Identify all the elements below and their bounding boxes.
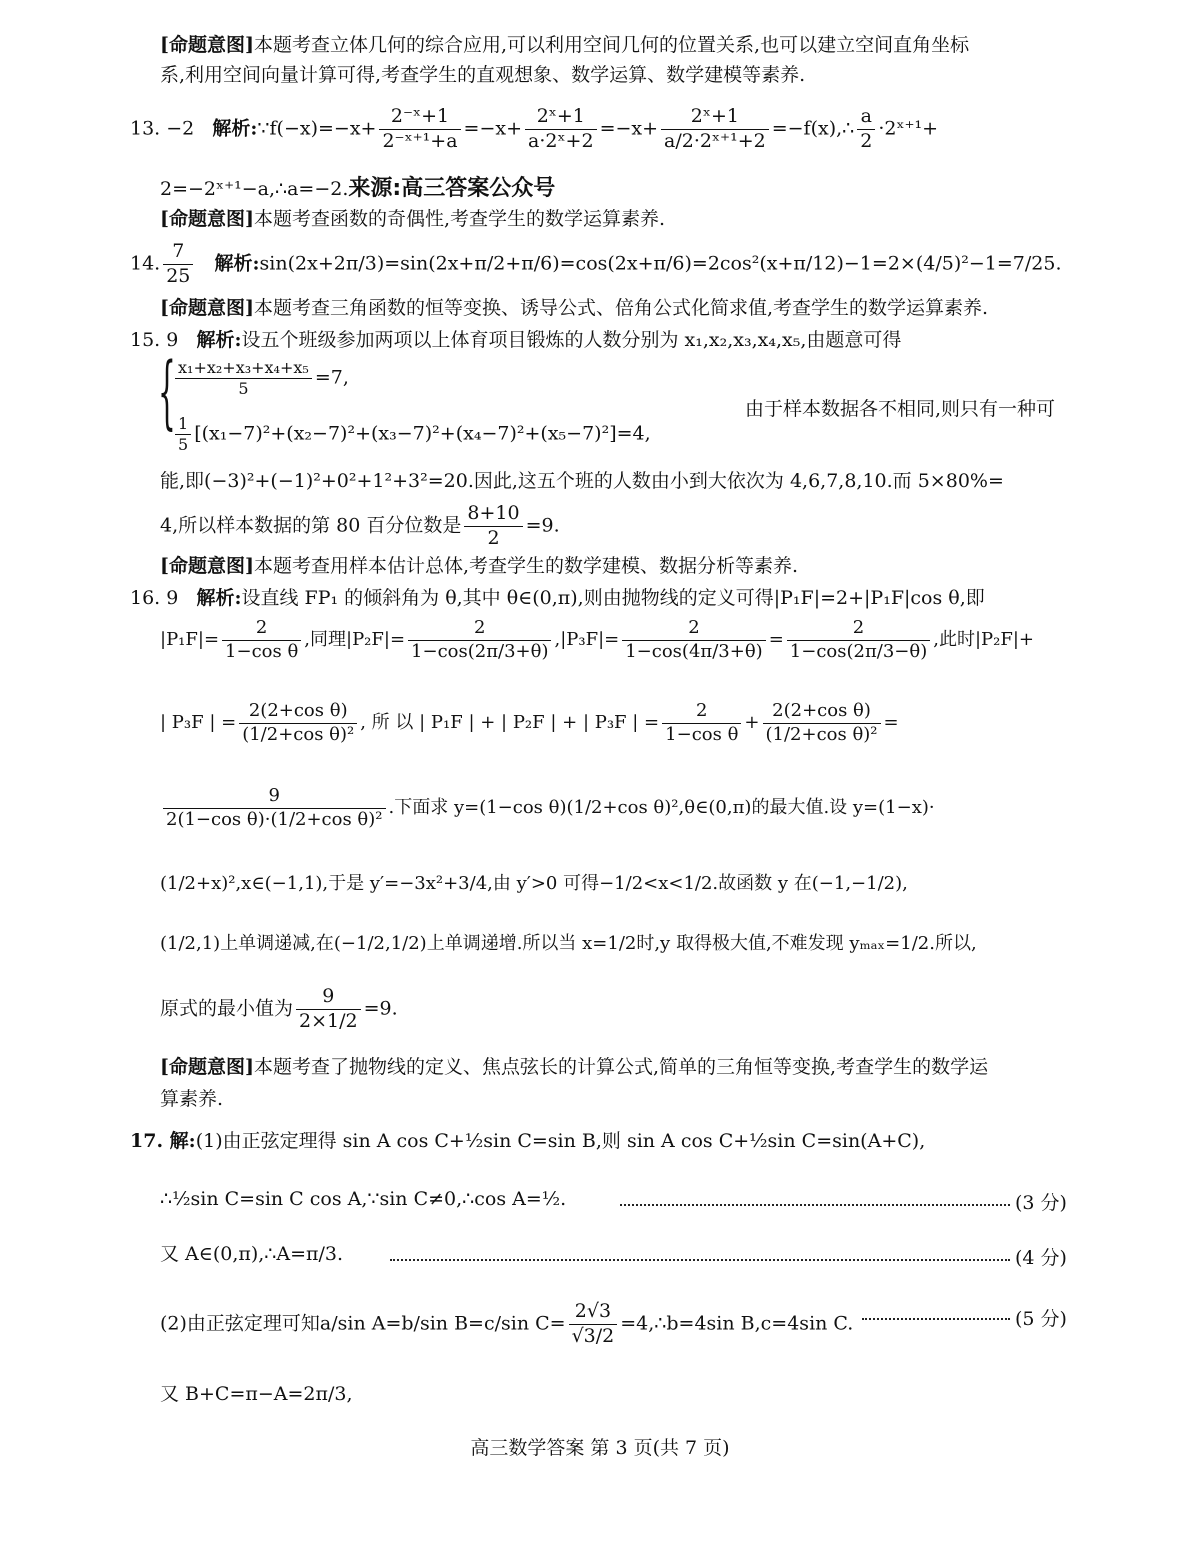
intent-label: [命题意图] (160, 555, 254, 577)
frac-num: 2√3 (569, 1300, 618, 1325)
q16-frac-total (163, 785, 386, 831)
frac-num: 7 (163, 240, 193, 265)
frac-den: (1/2+cos θ)² (242, 723, 355, 745)
q15-line3: 能,即(−3)²+(−1)²+0²+1²+3²=20.因此,这五个班的人数由小到大依次为 4,6,7,8,10.而 5×80%= (160, 470, 1004, 492)
q16-line7 (160, 985, 398, 1034)
dotted-leader (862, 1318, 1010, 1320)
q14-intent-text: 本题考查三角函数的恒等变换、诱导公式、倍角公式化简求值,考查学生的数学运算素养. (253, 297, 989, 319)
q16-frac-p1 (222, 617, 301, 663)
q15-var-frac (175, 414, 191, 455)
q17-line1 (130, 1130, 925, 1153)
frac-den: 1−cos θ (665, 723, 739, 745)
q17-l4b: a/sin A=b/sin B=c/sin C= (319, 1312, 566, 1335)
q16-frac-p3b (787, 617, 930, 663)
frac-num: 9 (296, 985, 361, 1010)
q13-intent (160, 208, 665, 231)
q16-intent (160, 1056, 988, 1079)
q15-intent (160, 555, 798, 578)
q16-line4 (160, 785, 935, 831)
q16-frac-sum3 (763, 700, 881, 746)
q13-eq1: ∵f(−x)=−x+ (257, 117, 377, 140)
q16-l2a: |P₁F|= (160, 629, 220, 650)
frac-num: 2 (622, 617, 765, 641)
q15-sys1-rhs: =7, (314, 366, 349, 389)
q13-eq3: =−x+ (599, 117, 659, 140)
frac-den: a/2·2ˣ⁺¹+2 (664, 129, 766, 152)
q13-frac2 (525, 105, 597, 154)
q15-system-eq1 (172, 358, 349, 399)
frac-den: 25 (166, 264, 191, 287)
q13-eq4: =−f(x),∴ (771, 117, 855, 140)
score-3: (3 分) (1015, 1192, 1067, 1214)
frac-num: 2 (408, 617, 551, 641)
q16-line2 (160, 617, 1034, 663)
q15-system-eq2 (172, 414, 651, 455)
q15-line1-text: 设五个班级参加两项以上体育项目锻炼的人数分别为 x₁,x₂,x₃,x₄,x₅,由题意可得 (241, 329, 902, 351)
q17-frac-ratio (569, 1300, 618, 1349)
q16-frac-p2 (408, 617, 551, 663)
q15-side-text: 由于样本数据各不相同,则只有一种可 (745, 398, 1056, 420)
q16-line6: (1/2,1)上单调递减,在(−1/2,1/2)上单调递增.所以当 x=1/2时,y 取得极大值,不难发现 yₘₐₓ=1/2.所以, (160, 933, 977, 954)
q17-number: 17. 解: (130, 1130, 196, 1152)
frac-num: 2 (222, 617, 301, 641)
intent-label: [命题意图] (160, 1056, 254, 1078)
q15-mean-frac (175, 358, 312, 399)
q16-line5: (1/2+x)²,x∈(−1,1),于是 y′=−3x²+3/4,由 y′>0 可得−1/2<x<1/2.故函数 y 在(−1,−1/2), (160, 873, 908, 894)
intent-label: [命题意图] (160, 34, 254, 56)
q16-line3 (160, 700, 899, 746)
q13-intent-text: 本题考查函数的奇偶性,考查学生的数学运算素养. (253, 208, 666, 230)
frac-num: 2 (662, 700, 741, 724)
q17-line3: 又 A∈(0,π),∴A=π/3. (160, 1243, 344, 1265)
page-footer: 高三数学答案 第 3 页(共 7 页) (470, 1437, 730, 1459)
analysis-label: 解析: (212, 117, 258, 140)
source-watermark: 来源:高三答案公众号 (348, 176, 556, 201)
q12-intent-line1 (160, 34, 969, 57)
q12-intent-text1: 本题考查立体几何的综合应用,可以利用空间几何的位置关系,也可以建立空间直角坐标 (253, 34, 970, 56)
q15-line1 (130, 329, 901, 352)
dotted-leader (620, 1204, 1010, 1206)
q16-intent-line2: 算素养. (160, 1088, 224, 1110)
q16-frac-sum1 (239, 700, 357, 746)
intent-label: [命题意图] (160, 297, 254, 319)
frac-den: 2(1−cos θ)·(1/2+cos θ)² (166, 808, 383, 830)
q12-intent-line2: 系,利用空间向量计算可得,考查学生的直观想象、数学运算、数学建模等素养. (160, 64, 806, 86)
q17-line5: 又 B+C=π−A=2π/3, (160, 1383, 353, 1405)
q16-l3b: , 所 以 | P₁F | + | P₂F | + | P₃F | = (360, 712, 660, 733)
q16-line1-text: 设直线 FP₁ 的倾斜角为 θ,其中 θ∈(0,π),则由抛物线的定义可得|P₁F|=2+|P₁F|cos θ,即 (241, 587, 985, 609)
frac-den: 2 (487, 526, 500, 549)
q15-percentile-frac (464, 502, 522, 551)
q13-line1 (130, 105, 938, 154)
q16-l7a: 原式的最小值为 (160, 997, 294, 1020)
frac-num: 2ˣ+1 (525, 105, 597, 130)
frac-num: 2 (787, 617, 930, 641)
q16-l2c: ,|P₃F|= (554, 629, 620, 650)
system-brace: { (158, 345, 176, 438)
frac-num: 2(2+cos θ) (239, 700, 357, 724)
frac-num: 2(2+cos θ) (763, 700, 881, 724)
q17-line2: ∴½sin C=sin C cos A,∵sin C≠0,∴cos A=½. (160, 1188, 567, 1210)
q16-intent-text1: 本题考查了抛物线的定义、焦点弦长的计算公式,简单的三角恒等变换,考查学生的数学运 (253, 1056, 989, 1078)
frac-den: √3/2 (571, 1324, 615, 1347)
q15-sys2-rhs: [(x₁−7)²+(x₂−7)²+(x₃−7)²+(x₄−7)²+(x₅−7)²]=4, (194, 422, 651, 445)
q16-frac-p3 (622, 617, 765, 663)
q17-l4a: (2)由正弦定理可知 (160, 1312, 320, 1335)
frac-num: 9 (163, 785, 386, 809)
q16-line1 (130, 587, 985, 610)
q13-frac4 (857, 105, 875, 154)
q15-line4-text: 4,所以样本数据的第 80 百分位数是 (160, 514, 462, 537)
q14-answer (163, 240, 193, 289)
frac-num: 1 (175, 414, 191, 435)
q16-frac-min (296, 985, 361, 1034)
q17-l1: (1)由正弦定理得 sin A cos C+½sin C=sin B,则 sin A cos C+½sin C=sin(A+C), (195, 1130, 926, 1152)
frac-den: 2×1/2 (299, 1009, 358, 1032)
q16-l2d: = (768, 629, 784, 650)
q17-l4c: =4,∴b=4sin B,c=4sin C. (620, 1312, 854, 1335)
analysis-label: 解析: (214, 252, 260, 275)
q15-number: 15. 9 (130, 329, 179, 351)
score-5: (5 分) (1015, 1308, 1067, 1330)
q13-line2-text: 2=−2ˣ⁺¹−a,∴a=−2. (160, 178, 349, 200)
frac-den: 1−cos θ (225, 640, 299, 662)
dotted-leader (390, 1259, 1010, 1261)
frac-num: 8+10 (464, 502, 522, 527)
q13-number: 13. −2 (130, 117, 195, 140)
q16-number: 16. 9 (130, 587, 179, 609)
q15-intent-text: 本题考查用样本估计总体,考查学生的数学建模、数据分析等素养. (253, 555, 799, 577)
q15-line4 (160, 502, 560, 551)
frac-den: (1/2+cos θ)² (765, 723, 878, 745)
frac-den: 1−cos(2π/3−θ) (789, 640, 928, 662)
q13-frac1 (379, 105, 460, 154)
q16-frac-sum2 (662, 700, 741, 746)
q16-l4b: .下面求 y=(1−cos θ)(1/2+cos θ)²,θ∈(0,π)的最大值.设 y=(1−x)· (388, 797, 935, 818)
intent-label: [命题意图] (160, 208, 254, 230)
q13-eq2: =−x+ (463, 117, 523, 140)
q16-l3d: = (883, 712, 899, 733)
score-4: (4 分) (1015, 1247, 1067, 1269)
frac-den: 5 (238, 379, 249, 398)
frac-num: x₁+x₂+x₃+x₄+x₅ (175, 358, 312, 379)
q16-l7b: =9. (363, 997, 398, 1020)
frac-num: 2ˣ+1 (661, 105, 769, 130)
analysis-label: 解析: (196, 329, 242, 351)
q14-intent (160, 297, 988, 320)
frac-den: 2⁻ˣ⁺¹+a (382, 129, 458, 152)
q14-derivation: sin(2x+2π/3)=sin(2x+π/2+π/6)=cos(2x+π/6)=2cos²(x+π/12)−1=2×(4/5)²−1=7/25. (259, 252, 1062, 275)
q14-number: 14. (130, 252, 161, 275)
frac-den: 1−cos(2π/3+θ) (411, 640, 549, 662)
q13-eq5: ·2ˣ⁺¹+ (878, 117, 939, 140)
analysis-label: 解析: (196, 587, 242, 609)
q13-frac3 (661, 105, 769, 154)
frac-num: 2⁻ˣ+1 (379, 105, 460, 130)
frac-den: 2 (860, 129, 873, 152)
q13-line2 (160, 176, 555, 202)
frac-num: a (857, 105, 875, 130)
q16-l3a: | P₃F | = (160, 712, 237, 733)
q14-line (130, 240, 1061, 289)
frac-den: a·2ˣ+2 (528, 129, 594, 152)
q15-line4-result: =9. (525, 514, 560, 537)
q17-line4 (160, 1300, 853, 1349)
frac-den: 5 (178, 435, 189, 454)
q16-l3c: + (744, 712, 760, 733)
q16-l2e: ,此时|P₂F|+ (933, 629, 1034, 650)
q16-l2b: ,同理|P₂F|= (304, 629, 406, 650)
frac-den: 1−cos(4π/3+θ) (625, 640, 763, 662)
